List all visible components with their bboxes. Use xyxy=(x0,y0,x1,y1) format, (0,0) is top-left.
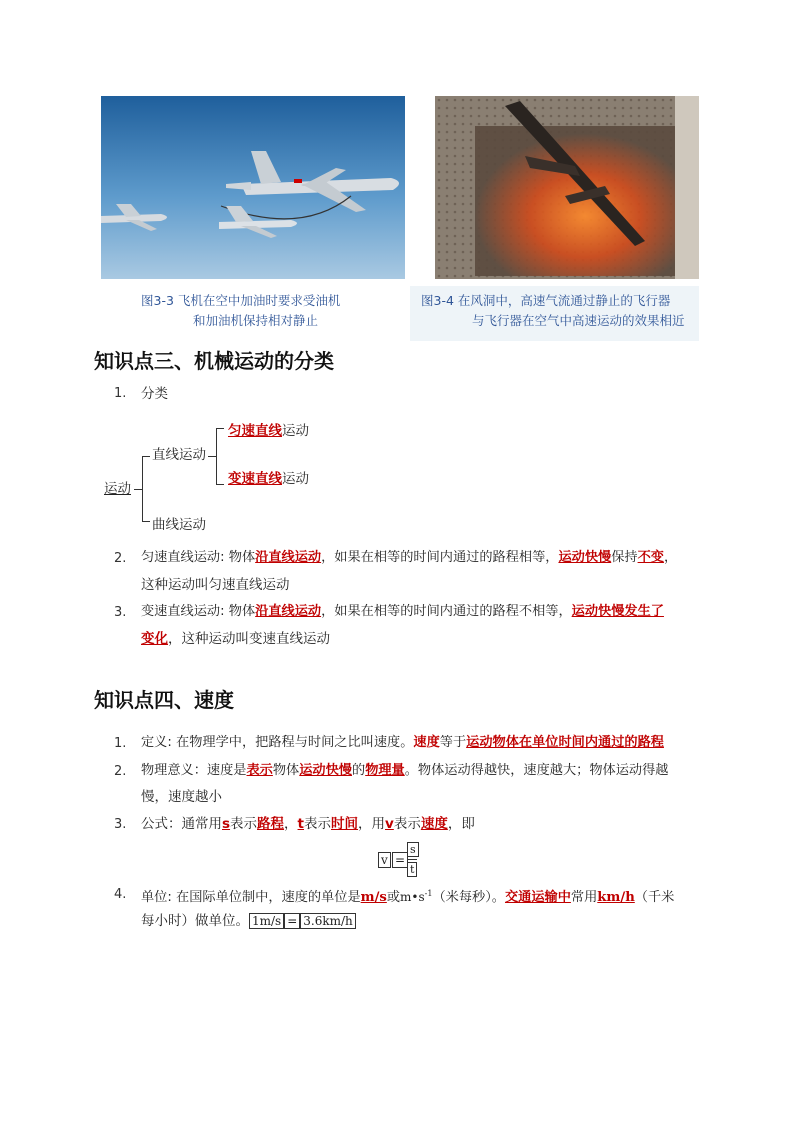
section4-item3-line xyxy=(141,814,475,834)
keyword: 交通运输中 xyxy=(504,890,571,905)
section4-item1-number: 1. xyxy=(114,736,127,751)
section4-item2-line2: 慢，速度越小 xyxy=(141,789,222,805)
text: 的 xyxy=(352,763,366,778)
text: 等于 xyxy=(439,735,467,750)
text: 物理意义：速度是 xyxy=(141,763,247,778)
text: （米每秒）。 xyxy=(432,890,505,905)
keyword: 物理量 xyxy=(365,763,405,778)
section4-item4-number: 4. xyxy=(114,887,127,902)
keyword: 沿直线运动 xyxy=(255,604,322,619)
text: 保持 xyxy=(611,550,638,565)
conversion-right: 3.6km/h xyxy=(300,913,356,929)
text: 定义: 在物理学中，把路程与时间之比叫速度。 xyxy=(141,735,414,750)
text: （千米 xyxy=(634,890,675,905)
tree-uniform-keyword: 匀速直线 xyxy=(228,423,282,439)
section3-item2-number: 2. xyxy=(114,551,127,566)
keyword: 运动快慢 xyxy=(558,550,612,565)
section4-item3-number: 3. xyxy=(114,817,127,832)
section3-item3-number: 3. xyxy=(114,605,127,620)
keyword: v xyxy=(385,816,394,832)
tree-uniform-rest: 运动 xyxy=(282,423,309,439)
text: ， xyxy=(284,816,298,832)
keyword: 运动快慢 xyxy=(299,763,352,778)
keyword: km/h xyxy=(597,890,635,905)
tree-root-motion: 运动 xyxy=(104,481,131,497)
tree-uniform-motion xyxy=(228,421,309,441)
section3-item1-number: 1. xyxy=(114,386,127,401)
figure-caption-left-line1: 图3-3 飞机在空中加油时要求受油机 xyxy=(141,293,341,308)
formula-equals: = xyxy=(392,852,408,868)
keyword: 沿直线运动 xyxy=(255,550,322,565)
text: 。物体运动得越快，速度越大；物体运动得越 xyxy=(404,763,669,778)
section3-item2-line2: 这种运动叫匀速直线运动 xyxy=(141,577,290,593)
text: m•s xyxy=(400,890,425,904)
text: 公式：通常用 xyxy=(141,816,222,832)
text: 或 xyxy=(386,890,401,905)
section4-item4-line2 xyxy=(141,911,356,931)
keyword: 变化 xyxy=(141,631,168,647)
section3-item3-line2 xyxy=(141,629,330,649)
keyword: s xyxy=(222,816,231,832)
text: ，如果在相等的时间内通过的路程不相等， xyxy=(321,604,572,619)
figure-caption-right-line1: 图3-4 在风洞中，高速气流通过静止的飞行器 xyxy=(421,293,671,308)
tree-brace-root xyxy=(142,456,143,522)
figure-caption-left-line2: 和加油机保持相对静止 xyxy=(193,313,319,328)
text: ，这种运动叫变速直线运动 xyxy=(168,631,330,647)
text: ，如果在相等的时间内通过的路程相等， xyxy=(321,550,559,565)
section3-item1-label: 分类 xyxy=(141,386,168,402)
keyword: 时间 xyxy=(331,816,359,832)
text: 常用 xyxy=(570,890,598,905)
keyword: 路程 xyxy=(257,816,285,832)
text: 表示 xyxy=(393,816,421,832)
aircraft-refueling-photo xyxy=(101,96,405,279)
tree-straight-motion: 直线运动 xyxy=(152,447,206,463)
figure-caption-right-line2: 与飞行器在空气中高速运动的效果相近 xyxy=(472,313,685,328)
keyword: 速度 xyxy=(413,735,440,750)
speed-formula xyxy=(378,840,418,880)
keyword: t xyxy=(297,816,305,832)
keyword: 运动快慢发生了 xyxy=(571,604,664,619)
section4-item1-line xyxy=(141,733,664,753)
section4-heading: 知识点四、速度 xyxy=(94,688,234,712)
tree-variable-motion xyxy=(228,469,309,489)
tree-tick-root xyxy=(134,489,142,490)
tree-tick-variable xyxy=(216,484,224,485)
tree-variable-keyword: 变速直线 xyxy=(228,471,282,487)
keyword: 速度 xyxy=(420,816,448,832)
tree-curve-motion: 曲线运动 xyxy=(152,517,206,533)
section3-item3-line1 xyxy=(141,602,664,622)
text: ，用 xyxy=(358,816,386,832)
section3-heading: 知识点三、机械运动的分类 xyxy=(94,349,334,373)
section4-item4-line1 xyxy=(141,884,674,908)
superscript: -1 xyxy=(424,889,433,898)
formula-s: s xyxy=(407,842,419,857)
formula-t: t xyxy=(407,862,417,877)
text: 表示 xyxy=(230,816,258,832)
conversion-equals: = xyxy=(284,913,300,929)
text: ， xyxy=(663,550,678,565)
section3-item2-line1 xyxy=(141,548,677,568)
formula-v: v xyxy=(378,852,391,868)
tree-tick-straight-joint xyxy=(208,456,216,457)
text: 单位: 在国际单位制中，速度的单位是 xyxy=(141,890,361,905)
section4-item2-number: 2. xyxy=(114,764,127,779)
text: 变速直线运动: 物体 xyxy=(141,604,256,619)
keyword: 不变 xyxy=(637,550,664,565)
text: 每小时）做单位。 xyxy=(141,913,249,929)
wind-tunnel-photo xyxy=(435,96,699,279)
tree-variable-rest: 运动 xyxy=(282,471,309,487)
unit-ms-inverse xyxy=(400,890,432,904)
section4-item2-line1 xyxy=(141,761,669,781)
tree-tick-uniform xyxy=(216,428,224,429)
keyword: 表示 xyxy=(246,763,273,778)
text: 匀速直线运动: 物体 xyxy=(141,550,256,565)
tree-tick-straight xyxy=(142,456,150,457)
tree-tick-curve xyxy=(142,521,150,522)
tree-brace-straight xyxy=(216,428,217,484)
keyword: m/s xyxy=(360,890,387,905)
formula-fraction-bar xyxy=(407,859,417,860)
conversion-left: 1m/s xyxy=(249,913,284,929)
text: 表示 xyxy=(304,816,332,832)
text: ，即 xyxy=(447,816,475,832)
text: 物体 xyxy=(272,763,300,778)
keyword: 运动物体在单位时间内通过的路程 xyxy=(466,735,664,750)
